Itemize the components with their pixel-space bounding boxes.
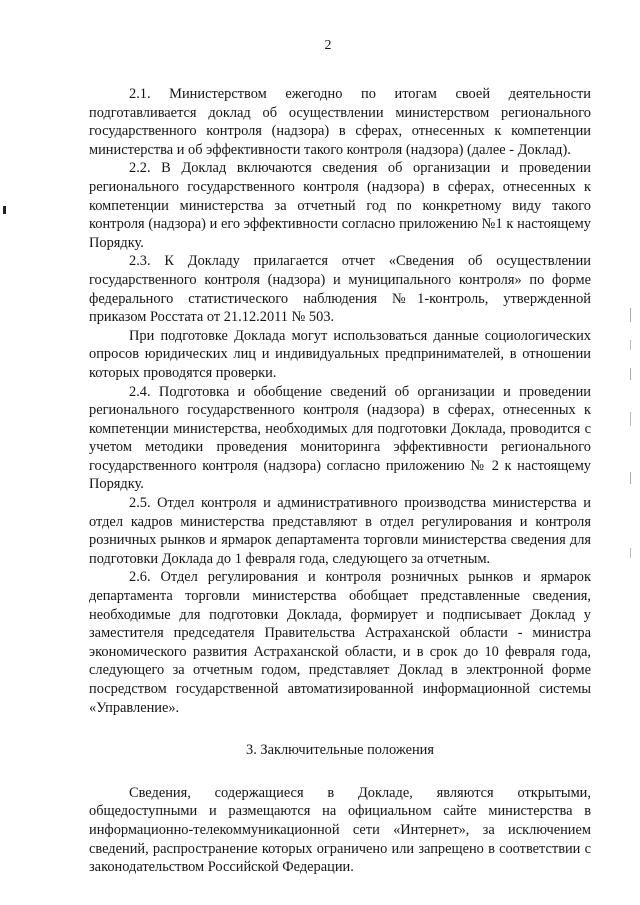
paragraph-surveys: При подготовке Доклада могут использоваться данные социологических опросов юридических лиц и индивидуальных предпринимателей, в отношении которых проводятся проверки.: [89, 327, 591, 381]
paragraph-2-3: 2.3. К Докладу прилагается отчет «Сведения об осуществлении государственного контроля (надзора) и муниципального контроля» по форме федерального статистического наблюдения №1-контроль, утвержденной приказом Росстата от 21.12.2011 № 503.: [89, 253, 591, 326]
paragraph-2-2: 2.2. В Доклад включаются сведения об организации и проведении регионального государственного контроля (надзора) в сферах, отнесенных к компетенции министерства за отчетный год по конкретному виду такого контроля (надзора) и его эффективности согласно приложению №1 к настоящему Порядку.: [89, 160, 591, 251]
section-heading: 3. Заключительные положения: [246, 742, 434, 759]
paragraph-2-1: 2.1. Министерством ежегодно по итогам своей деятельности подготавливается доклад об осуществлении министерством регионального государственного контроля (надзора) в сферах, отнесенных к компетенции министерства и об эффективности такого контроля (надзора) (далее - Доклад).: [89, 86, 591, 158]
paragraph-2-4: 2.4. Подготовка и обобщение сведений об организации и проведении регионального государственного контроля (надзора) в сферах, отнесенных к компетенции министерства, необходимых для подготовки Доклада, проводится с учетом методики проведения мониторинга эффективности регионального государственного контроля (надзора) согласно приложению № 2 к настоящему Порядку.: [89, 383, 591, 493]
scan-mark: [630, 412, 631, 426]
scan-mark: [630, 548, 631, 558]
scan-mark: [630, 368, 631, 380]
paragraph-final: Сведения, содержащиеся в Докладе, являются открытыми, общедоступными и размещаются на официальном сайте министерства в информационно-телекоммуникационной сети «Интернет», за исключением сведений, распространение которых ограничено или запрещено в соответствии с законодательством Российской Федерации.: [89, 784, 591, 876]
scan-mark: [630, 340, 631, 350]
paragraph-2-6: 2.6. Отдел регулирования и контроля розничных рынков и ярмарок департамента торговли министерства обобщает представленные сведения, необходимые для подготовки Доклада, формирует и подписывает Доклад у заместителя председателя Правительства Астраханской области - министра экономического развития Астраханской области, и в срок до 10 февраля года, следующего за отчетным годом, представляет Доклад в электронной форме посредством государственной автоматизированной информационной системы «Управление».: [89, 569, 591, 716]
document-body: [89, 85, 591, 877]
paragraph-2-5: 2.5. Отдел контроля и административного производства министерства и отдел кадров министерства представляют в отдел регулирования и контроля розничных рынков и ярмарок департамента торговли министерства сведения для подготовки Доклада до 1 февраля года, следующего за отчетным.: [89, 495, 591, 567]
scan-mark: [630, 308, 631, 322]
scan-mark: [630, 472, 631, 484]
scan-mark: [3, 206, 6, 214]
page-number: 2: [324, 38, 332, 53]
